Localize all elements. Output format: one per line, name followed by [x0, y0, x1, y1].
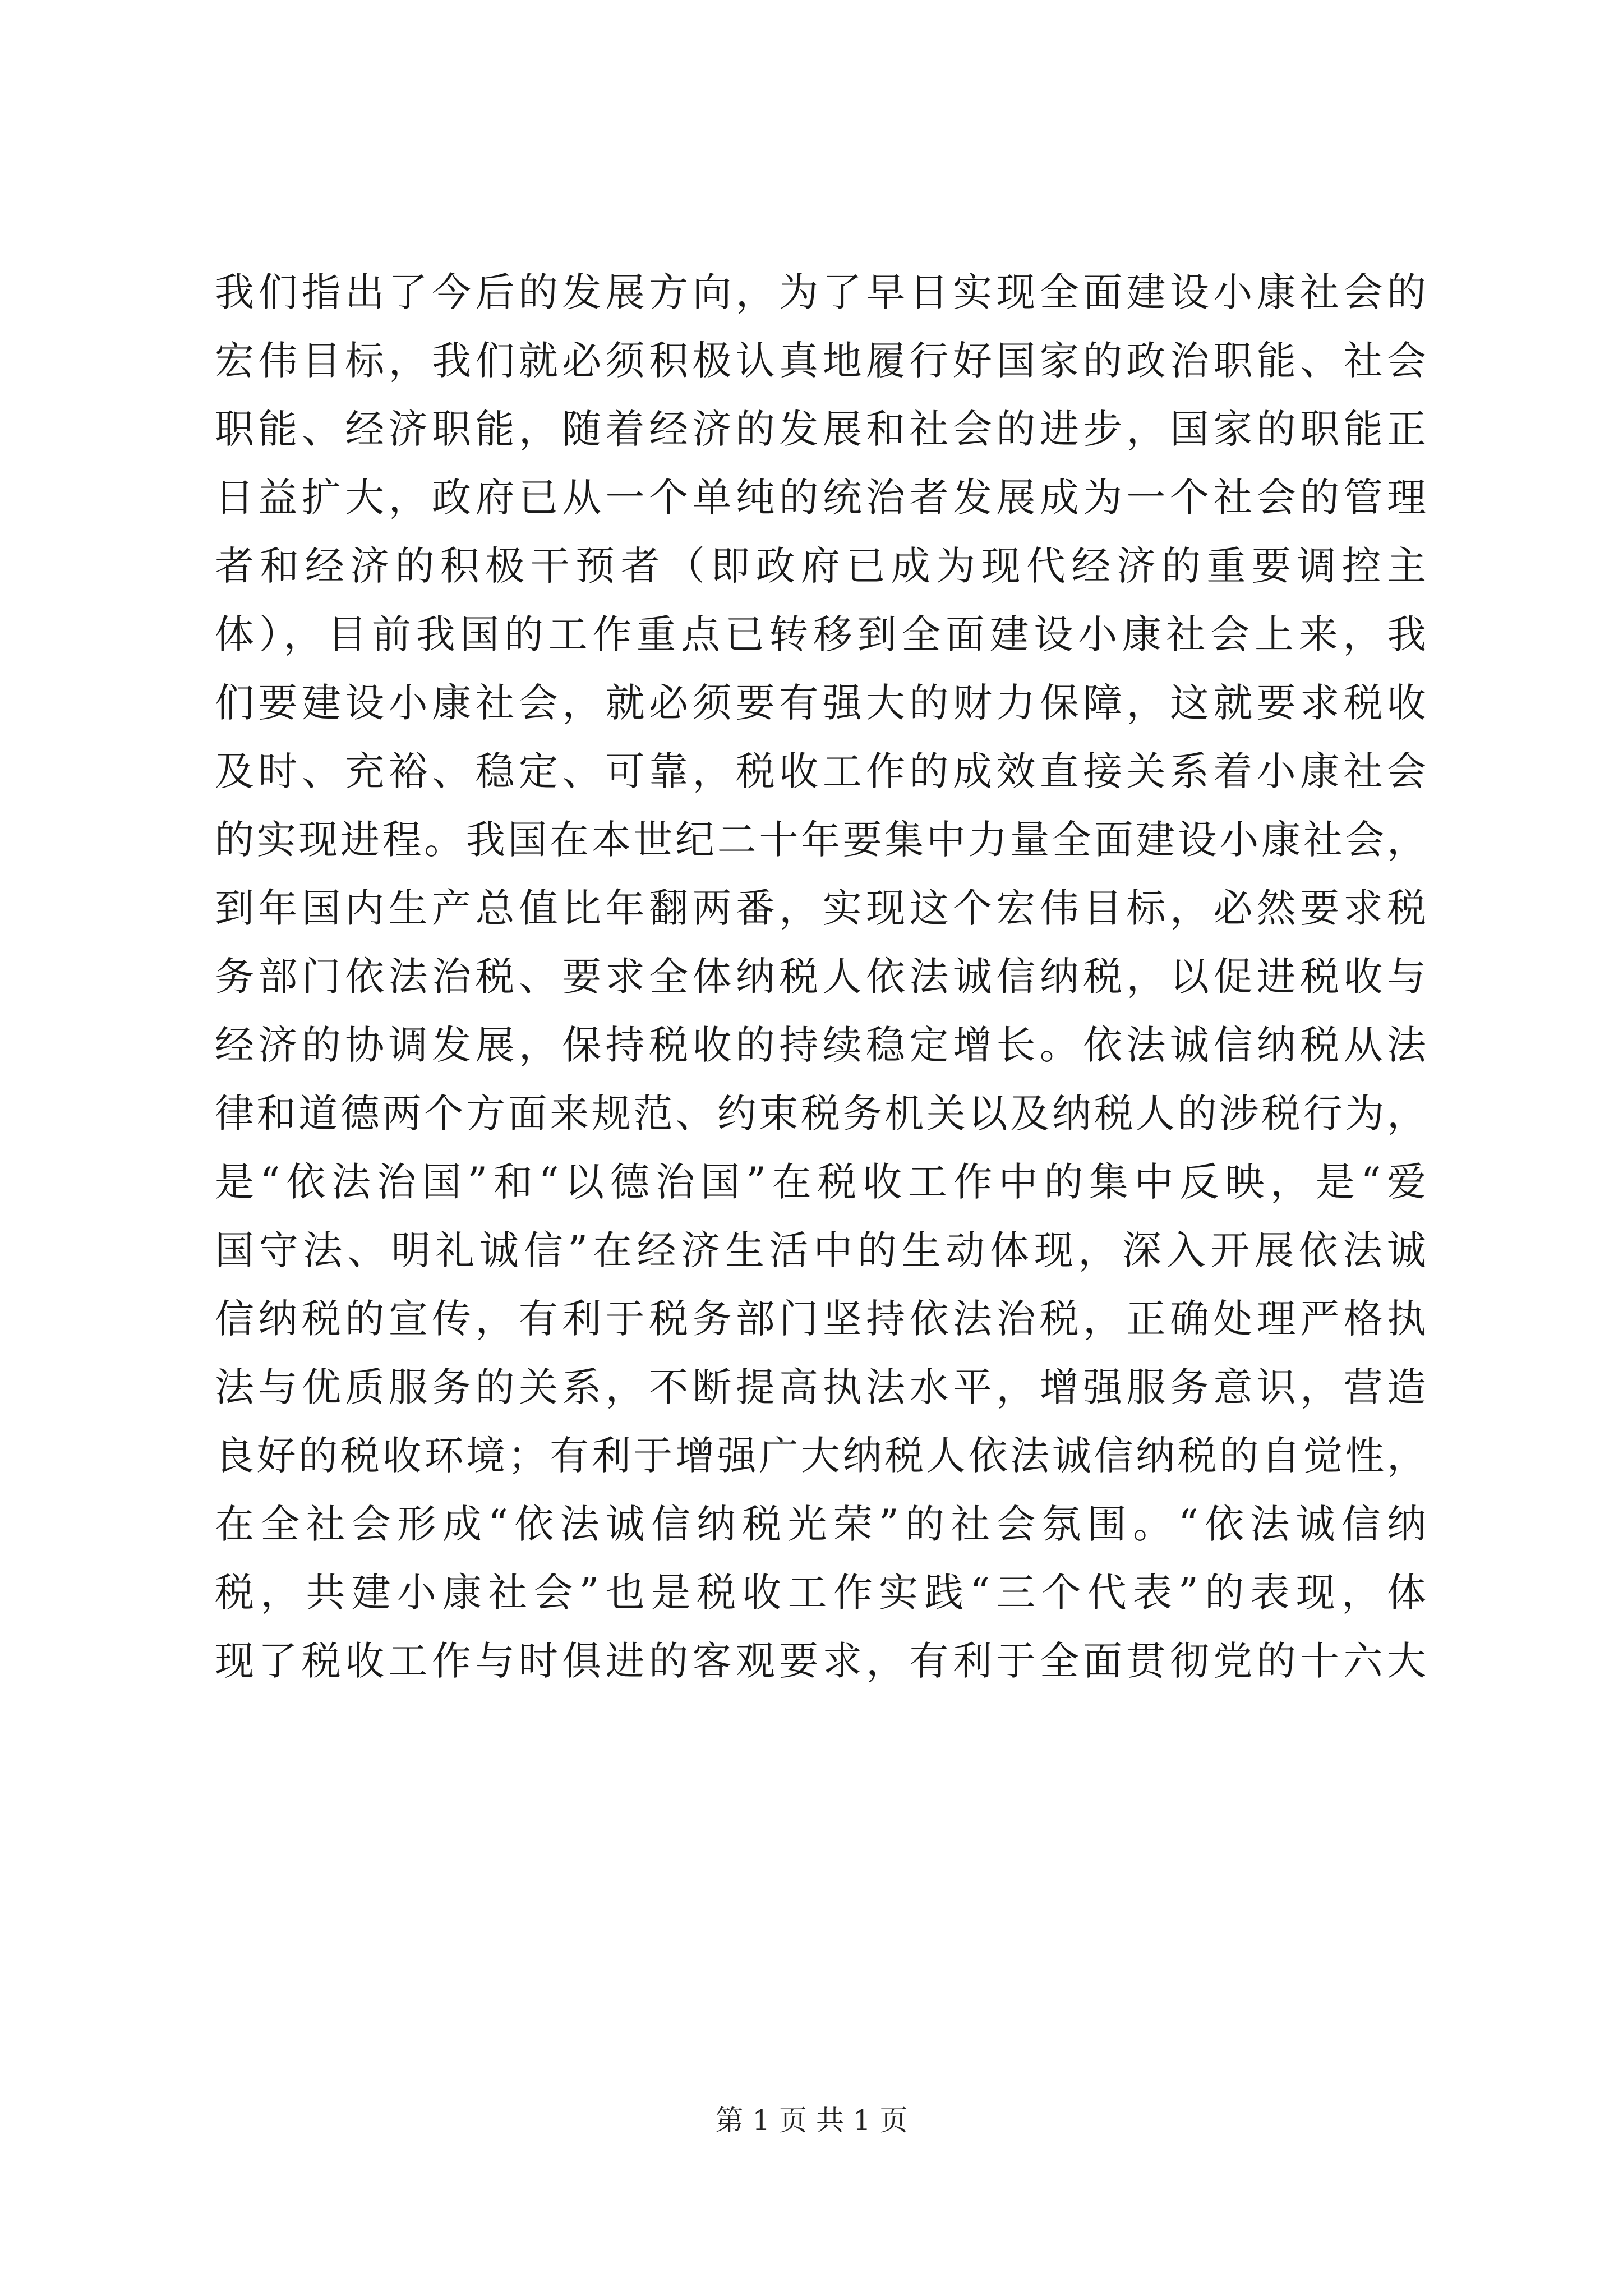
text-line: 信纳税的宣传，有利于税务部门坚持依法治税，正确处理严格执 — [215, 1296, 1426, 1342]
text-line: 国守法、明礼诚信”在经济生活中的生动体现，深入开展依法诚 — [215, 1227, 1426, 1273]
text-line: 职能、经济职能，随着经济的发展和社会的进步，国家的职能正 — [215, 406, 1426, 452]
text-line: 及时、充裕、稳定、可靠，税收工作的成效直接关系着小康社会 — [215, 748, 1426, 794]
text-line: 是“依法治国”和“以德治国”在税收工作中的集中反映，是“爱 — [215, 1159, 1426, 1205]
text-line: 者和经济的积极干预者（即政府已成为现代经济的重要调控主 — [215, 543, 1426, 589]
body-paragraph — [215, 258, 1426, 1695]
text-line: 我们指出了今后的发展方向，为了早日实现全面建设小康社会的 — [215, 269, 1426, 315]
text-line: 体），目前我国的工作重点已转移到全面建设小康社会上来，我 — [215, 611, 1426, 657]
page-footer — [0, 2101, 1623, 2140]
text-line: 现了税收工作与时俱进的客观要求，有利于全面贯彻党的十六大 — [215, 1638, 1426, 1684]
text-line: 的实现进程。我国在本世纪二十年要集中力量全面建设小康社会， — [215, 817, 1426, 863]
text-line: 日益扩大，政府已从一个单纯的统治者发展成为一个社会的管理 — [215, 475, 1426, 521]
text-line: 宏伟目标，我们就必须积极认真地履行好国家的政治职能、社会 — [215, 338, 1426, 384]
text-line: 务部门依法治税、要求全体纳税人依法诚信纳税，以促进税收与 — [215, 954, 1426, 1000]
text-line: 税，共建小康社会”也是税收工作实践“三个代表”的表现，体 — [215, 1570, 1426, 1616]
text-line: 法与优质服务的关系，不断提高执法水平，增强服务意识，营造 — [215, 1364, 1426, 1410]
text-line: 在全社会形成“依法诚信纳税光荣”的社会氛围。“依法诚信纳 — [215, 1501, 1426, 1547]
page-number-label: 第 1 页 共 1 页 — [715, 2104, 908, 2137]
text-line: 经济的协调发展，保持税收的持续稳定增长。依法诚信纳税从法 — [215, 1022, 1426, 1068]
text-line: 律和道德两个方面来规范、约束税务机关以及纳税人的涉税行为， — [215, 1091, 1426, 1137]
text-line: 到年国内生产总值比年翻两番，实现这个宏伟目标，必然要求税 — [215, 885, 1426, 931]
text-line: 良好的税收环境；有利于增强广大纳税人依法诚信纳税的自觉性， — [215, 1433, 1426, 1479]
text-line: 们要建设小康社会，就必须要有强大的财力保障，这就要求税收 — [215, 680, 1426, 726]
